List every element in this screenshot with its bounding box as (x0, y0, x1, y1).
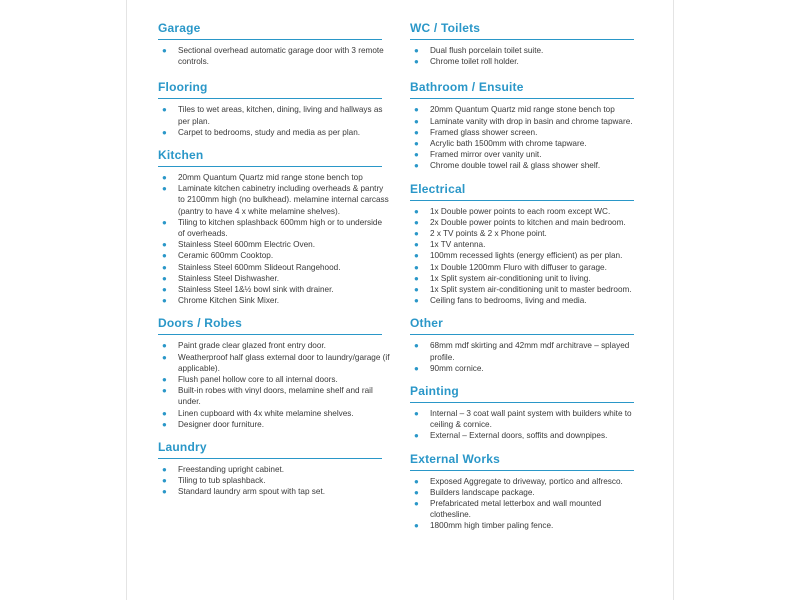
section-divider (158, 39, 382, 40)
list-item-text: Acrylic bath 1500mm with chrome tapware. (430, 139, 587, 149)
list-item-text: Chrome double towel rail & glass shower shelf. (430, 161, 601, 171)
list-item (410, 363, 642, 374)
list-item (410, 520, 642, 531)
list-item (410, 45, 642, 56)
list-item (158, 419, 390, 430)
list-item-text: Linen cupboard with 4x white melamine shelves. (178, 408, 354, 418)
section-divider (158, 458, 382, 459)
item-list (410, 104, 642, 171)
bullet-icon: ● (414, 57, 419, 67)
list-item (410, 228, 642, 239)
list-item (410, 149, 642, 160)
section-flooring (158, 79, 390, 138)
list-item (158, 127, 390, 138)
list-item-text: 20mm Quantum Quartz mid range stone bench top (430, 105, 615, 115)
list-item (410, 160, 642, 171)
item-list (410, 340, 642, 374)
section-title: Flooring (158, 80, 208, 95)
bullet-icon: ● (162, 419, 167, 429)
list-item (158, 250, 390, 261)
list-item (158, 273, 390, 284)
bullet-icon: ● (414, 161, 419, 171)
list-item (158, 183, 390, 217)
bullet-icon: ● (162, 341, 167, 351)
section-title: External Works (410, 451, 500, 466)
bullet-icon: ● (162, 285, 167, 295)
list-item-text: Dual flush porcelain toilet suite. (430, 46, 544, 55)
list-item-text: 1x Split system air-conditioning unit to living. (430, 273, 591, 283)
bullet-icon: ● (414, 217, 419, 227)
list-item-text: Built-in robes with vinyl doors, melamine shelf and rail under. (178, 386, 373, 407)
list-item (410, 408, 642, 430)
list-item (158, 464, 390, 475)
list-item (158, 352, 390, 374)
section-divider (410, 402, 634, 403)
bullet-icon: ● (162, 262, 167, 272)
list-item (158, 295, 390, 306)
bullet-icon: ● (162, 487, 167, 497)
list-item (158, 284, 390, 295)
bullet-icon: ● (414, 285, 419, 295)
section-other (410, 315, 642, 374)
list-item (158, 374, 390, 385)
list-item-text: Prefabricated metal letterbox and wall mounted clothesline. (430, 499, 602, 520)
bullet-icon: ● (414, 46, 419, 55)
list-item (410, 104, 642, 115)
list-item-text: 90mm cornice. (430, 363, 484, 373)
list-item (410, 430, 642, 441)
bullet-icon: ● (162, 273, 167, 283)
list-item-text: 20mm Quantum Quartz mid range stone bench top (178, 173, 363, 183)
list-item-text: 2 x TV points & 2 x Phone point. (430, 229, 547, 239)
list-item (158, 104, 390, 126)
list-item (410, 116, 642, 127)
list-item-text: Chrome Kitchen Sink Mixer. (178, 296, 280, 306)
list-item-text: Exposed Aggregate to driveway, portico and alfresco. (430, 476, 623, 486)
list-item-text: Tiling to tub splashback. (178, 476, 266, 486)
section-divider (410, 98, 634, 99)
list-item (158, 262, 390, 273)
list-item (410, 284, 642, 295)
bullet-icon: ● (414, 105, 419, 115)
list-item (158, 217, 390, 239)
section-divider (410, 470, 634, 471)
bullet-icon: ● (414, 499, 419, 509)
list-item (410, 295, 642, 306)
list-item-text: Stainless Steel 600mm Electric Oven. (178, 240, 315, 250)
left-column (158, 20, 390, 507)
list-item-text: Tiles to wet areas, kitchen, dining, living and hallways as per plan. (178, 105, 383, 126)
bullet-icon: ● (414, 409, 419, 419)
section-electrical (410, 181, 642, 307)
list-item (158, 408, 390, 419)
section-kitchen (158, 147, 390, 306)
list-item (410, 138, 642, 149)
list-item-text: 100mm recessed lights (energy efficient) as per plan. (430, 251, 623, 261)
bullet-icon: ● (162, 105, 167, 115)
section-title: Painting (410, 384, 459, 399)
section-divider (158, 98, 382, 99)
section-title: Electrical (410, 181, 466, 196)
list-item (158, 239, 390, 250)
list-item (158, 385, 390, 407)
item-list (158, 464, 390, 498)
bullet-icon: ● (414, 341, 419, 351)
list-item-text: Stainless Steel 1&½ bowl sink with drainer. (178, 285, 334, 295)
list-item-text: Weatherproof half glass external door to laundry/garage (if applicable). (178, 352, 390, 373)
list-item-text: 1x Split system air-conditioning unit to master bedroom. (430, 285, 632, 295)
bullet-icon: ● (162, 173, 167, 183)
bullet-icon: ● (414, 431, 419, 441)
list-item (410, 476, 642, 487)
list-item (410, 127, 642, 138)
bullet-icon: ● (414, 262, 419, 272)
list-item-text: Designer door furniture. (178, 419, 265, 429)
item-list (410, 206, 642, 307)
bullet-icon: ● (162, 296, 167, 306)
item-list (410, 408, 642, 442)
bullet-icon: ● (162, 352, 167, 362)
bullet-icon: ● (414, 296, 419, 306)
bullet-icon: ● (162, 127, 167, 137)
list-item (410, 487, 642, 498)
bullet-icon: ● (162, 46, 167, 55)
list-item-text: Ceramic 600mm Cooktop. (178, 251, 274, 261)
list-item-text: 68mm mdf skirting and 42mm mdf architrave – splayed profile. (430, 341, 630, 362)
bullet-icon: ● (162, 408, 167, 418)
list-item-text: Ceiling fans to bedrooms, living and media. (430, 296, 587, 306)
list-item (158, 486, 390, 497)
bullet-icon: ● (414, 139, 419, 149)
item-list (158, 45, 390, 67)
item-list (410, 476, 642, 532)
list-item (410, 206, 642, 217)
section-wc-toilets (410, 20, 642, 67)
bullet-icon: ● (162, 476, 167, 486)
list-item (410, 273, 642, 284)
bullet-icon: ● (162, 217, 167, 227)
list-item (410, 340, 642, 362)
section-title: WC / Toilets (410, 21, 481, 35)
list-item-text: Framed glass shower screen. (430, 127, 538, 137)
bullet-icon: ● (414, 240, 419, 250)
bullet-icon: ● (414, 476, 419, 486)
section-external-works (410, 451, 642, 532)
list-item-text: 2x Double power points to kitchen and main bedroom. (430, 217, 626, 227)
list-item-text: Freestanding upright cabinet. (178, 465, 285, 475)
section-divider (158, 166, 382, 167)
list-item-text: Tiling to kitchen splashback 600mm high or to underside of overheads. (178, 217, 383, 239)
list-item-text: 1x Double 1200mm Fluro with diffuser to garage. (430, 262, 607, 272)
section-divider (410, 39, 634, 40)
section-title: Garage (158, 21, 201, 35)
bullet-icon: ● (162, 240, 167, 250)
section-painting (410, 383, 642, 442)
list-item (410, 250, 642, 261)
list-item (410, 262, 642, 273)
right-column (410, 20, 642, 541)
list-item (410, 56, 642, 67)
list-item-text: 1x Double power points to each room except WC. (430, 206, 611, 216)
list-item-text: 1800mm high timber paling fence. (430, 521, 554, 531)
list-item-text: Stainless Steel Dishwasher. (178, 273, 280, 283)
list-item (158, 475, 390, 486)
section-garage (158, 20, 390, 67)
list-item-text: Carpet to bedrooms, study and media as per plan. (178, 127, 361, 137)
list-item-text: Flush panel hollow core to all internal doors. (178, 375, 338, 385)
list-item (410, 217, 642, 228)
list-item (158, 172, 390, 183)
bullet-icon: ● (414, 521, 419, 531)
bullet-icon: ● (162, 386, 167, 396)
spec-sheet-page (126, 0, 674, 600)
section-doors-robes (158, 315, 390, 430)
list-item-text: Laminate kitchen cabinetry including overheads & pantry to 2100mm high (no bulkhead). melamine internal carcass (pantry to have 4 x white melamine shelves). (178, 184, 389, 216)
item-list (158, 104, 390, 138)
bullet-icon: ● (162, 465, 167, 475)
bullet-icon: ● (414, 363, 419, 373)
list-item-text: Internal – 3 coat wall paint system with builders white to ceiling & cornice. (430, 409, 632, 430)
section-title: Other (410, 316, 444, 331)
section-divider (410, 200, 634, 201)
list-item-text: Builders landscape package. (430, 487, 535, 497)
item-list (410, 45, 642, 67)
list-item-text: External – External doors, soffits and downpipes. (430, 431, 608, 441)
list-item (410, 239, 642, 250)
bullet-icon: ● (414, 487, 419, 497)
section-title: Bathroom / Ensuite (410, 80, 524, 95)
bullet-icon: ● (414, 116, 419, 126)
list-item-text: Chrome toilet roll holder. (430, 57, 519, 67)
bullet-icon: ● (414, 273, 419, 283)
bullet-icon: ● (414, 251, 419, 261)
item-list (158, 340, 390, 430)
list-item-text: Framed mirror over vanity unit. (430, 150, 542, 160)
bullet-icon: ● (162, 375, 167, 385)
list-item (158, 340, 390, 351)
bullet-icon: ● (414, 127, 419, 137)
list-item (158, 45, 390, 67)
bullet-icon: ● (162, 251, 167, 261)
list-item-text: 1x TV antenna. (430, 240, 486, 250)
list-item-text: Stainless Steel 600mm Slideout Rangehood. (178, 262, 341, 272)
list-item-text: Standard laundry arm spout with tap set. (178, 487, 325, 497)
section-title: Kitchen (158, 148, 204, 163)
section-bathroom-ensuite (410, 79, 642, 171)
section-divider (410, 334, 634, 335)
section-laundry (158, 439, 390, 498)
bullet-icon: ● (414, 229, 419, 239)
bullet-icon: ● (162, 184, 167, 194)
list-item-text: Paint grade clear glazed front entry door. (178, 341, 326, 351)
list-item-text: Sectional overhead automatic garage door with 3 remote controls. (178, 46, 384, 67)
item-list (158, 172, 390, 306)
bullet-icon: ● (414, 150, 419, 160)
bullet-icon: ● (414, 206, 419, 216)
list-item-text: Laminate vanity with drop in basin and chrome tapware. (430, 116, 633, 126)
list-item (410, 498, 642, 520)
section-title: Doors / Robes (158, 316, 242, 331)
section-title: Laundry (158, 440, 207, 455)
section-divider (158, 334, 382, 335)
